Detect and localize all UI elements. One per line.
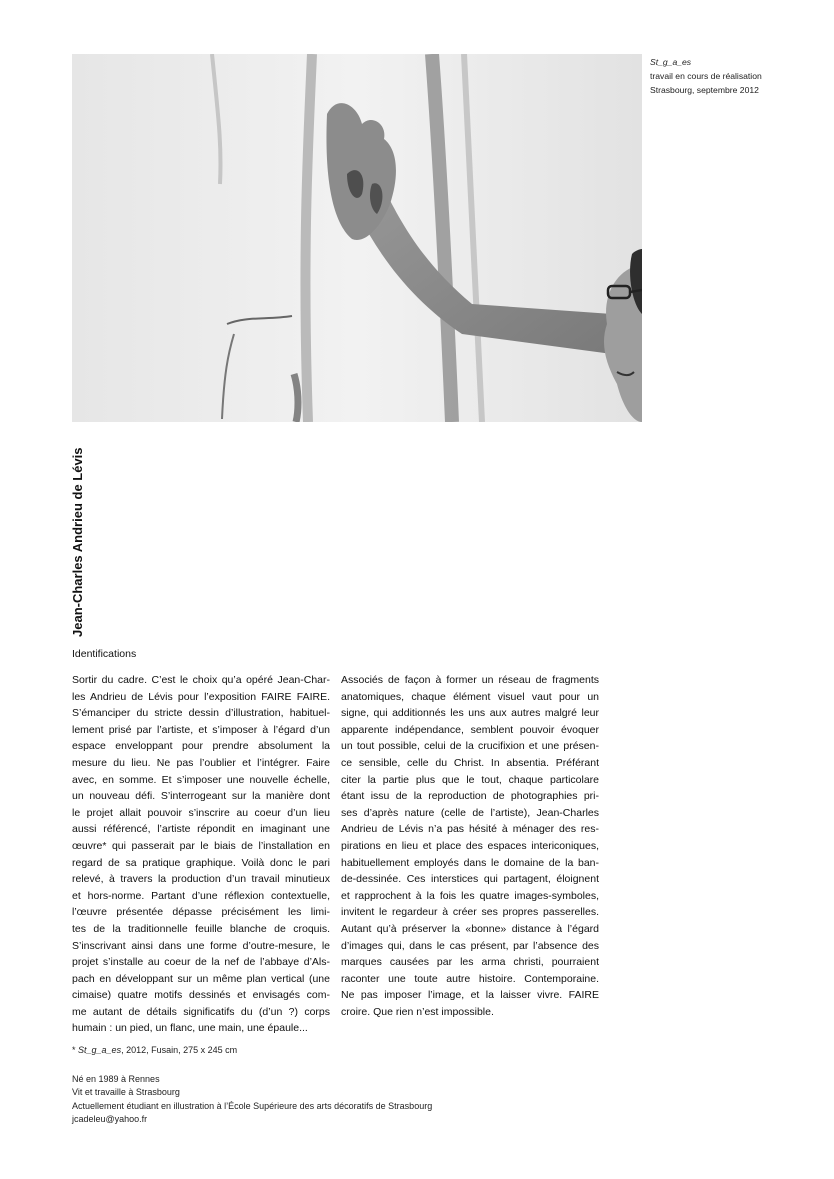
text-line: un tout possible, celui de la crucifixion et une présen- — [341, 740, 599, 753]
text-line: habituellement employés dans le domaine de la ban- — [341, 856, 599, 869]
text-line: lement prisé par l’artiste, et s’imposer à l’égard d’un — [72, 723, 330, 736]
footnote-marker: * — [72, 1045, 76, 1055]
text-line: invitent le regardeur à créer ses propres passerelles. — [341, 906, 599, 919]
artist-bio — [72, 1073, 432, 1127]
photo-image — [72, 54, 642, 422]
text-line: d’images qui, dans le cas présent, par l’absence des — [341, 939, 599, 952]
text-line: humain : un pied, un flanc, une main, une épaule... — [72, 1022, 308, 1035]
bio-residence: Vit et travaille à Strasbourg — [72, 1087, 180, 1098]
text-line: me autant de détails significatifs du (d’un ?) corps — [72, 1005, 330, 1018]
text-line: mesure du lieu. Ne pas l’oublier et l’intégrer. Faire — [72, 756, 330, 769]
artist-name: Jean-Charles Andrieu de Lévis — [70, 447, 85, 637]
text-line: ses d’après nature (celle de l’artiste), Jean-Charles — [341, 806, 599, 819]
text-line: ce sensible, celle du Christ. In absentia. Préférant — [341, 756, 599, 769]
text-line: croire. Que rien n’est impossible. — [341, 1005, 494, 1018]
text-line: espace enveloppant pour prendre absolument la — [72, 740, 330, 753]
text-line: raconter une toute autre histoire. Contemporaine. — [341, 972, 599, 985]
text-line: regard de sa pratique graphique. Voilà donc le pari — [72, 856, 330, 869]
text-line: et rapprochent à la fois les quatre images-symboles, — [341, 889, 599, 902]
bio-birth: Né en 1989 à Rennes — [72, 1074, 160, 1084]
caption-status: travail en cours de réalisation — [650, 71, 762, 81]
text-column-right — [341, 672, 599, 1020]
text-line: les Andrieu de Lévis pour l’exposition FAIRE FAIRE. — [72, 690, 330, 703]
photo-caption — [650, 55, 830, 97]
footnote-details: , 2012, Fusain, 275 x 245 cm — [121, 1045, 238, 1055]
text-line: citer la partie plus que le tout, chaque particolare — [341, 773, 599, 786]
text-line: signe, qui additionnés les uns aux autres malgré leur — [341, 707, 599, 720]
text-line: Associés de façon à former un réseau de fragments — [341, 674, 599, 686]
text-line: apparente indépendance, semblent pouvoir évoquer — [341, 723, 599, 736]
caption-title: St_g_a_es — [650, 57, 692, 67]
text-line: relevé, à travers la production d’un travail minutieux — [72, 873, 330, 886]
bio-email[interactable]: jcadeleu@yahoo.fr — [72, 1114, 148, 1125]
text-line: pach en développant sur un même plan vertical (une — [72, 972, 330, 985]
text-line: un nouveau défi. S’interrogeant sur la manière dont — [72, 790, 330, 803]
text-line: œuvre* qui passerait par le biais de l’installation en — [72, 839, 330, 852]
footnote — [72, 1045, 237, 1055]
text-line: et hors-norme. Partant d’une réflexion contextuelle, — [72, 889, 330, 902]
text-line: Autant qu’à préserver la «bonne» distance à l’égard — [341, 922, 599, 935]
text-line: S’émanciper du stricte dessin d’illustration, habituel- — [72, 707, 330, 720]
text-line: projet s’installe au coeur de la nef de l’abbaye d’Als- — [72, 956, 330, 969]
text-line: aussi référencé, l’artiste répondit en imaginant une — [72, 823, 330, 836]
footnote-title: St_g_a_es — [78, 1045, 122, 1055]
text-line: pirations en lieu et place des espaces intericoniques, — [341, 839, 599, 852]
text-column-left — [72, 672, 330, 1037]
text-line: avec, en somme. Et s’imposer une nouvelle échelle, — [72, 773, 330, 786]
caption-place-date: Strasbourg, septembre 2012 — [650, 85, 759, 95]
text-line: marques causées par les arma christi, pourraient — [341, 956, 599, 969]
text-line: de-dessinée. Ces interstices qui partagent, éloignent — [341, 873, 599, 886]
text-line: le projet allait pouvoir s’inscrire au coeur d’un lieu — [72, 806, 330, 819]
text-line: cimaise) quatre motifs dessinés et envisagés com- — [72, 989, 330, 1002]
text-line: S’inscrivant ainsi dans une forme d’outre-mesure, le — [72, 939, 330, 952]
text-line: Ne pas imposer l’image, et la laisser vivre. FAIRE — [341, 989, 599, 1002]
text-line: étant issu de la reproduction de photographies pri- — [341, 790, 599, 803]
text-line: anatomiques, chaque élément visuel vaut pour un — [341, 690, 599, 703]
bio-studies: Actuellement étudiant en illustration à l’École Supérieure des arts décoratifs de Strasbourg — [72, 1100, 433, 1111]
section-title: Identifications — [72, 648, 137, 660]
text-line: l’œuvre présentée dépasse précisément les limi- — [72, 906, 330, 919]
artwork-photo — [72, 54, 642, 422]
text-line: tes de la traditionnelle feuille blanche de croquis. — [72, 922, 330, 935]
text-line: Sortir du cadre. C’est le choix qu’a opéré Jean-Char- — [72, 674, 330, 686]
text-line: Andrieu de Lévis n’a pas hésité à ménager des res- — [341, 823, 599, 836]
